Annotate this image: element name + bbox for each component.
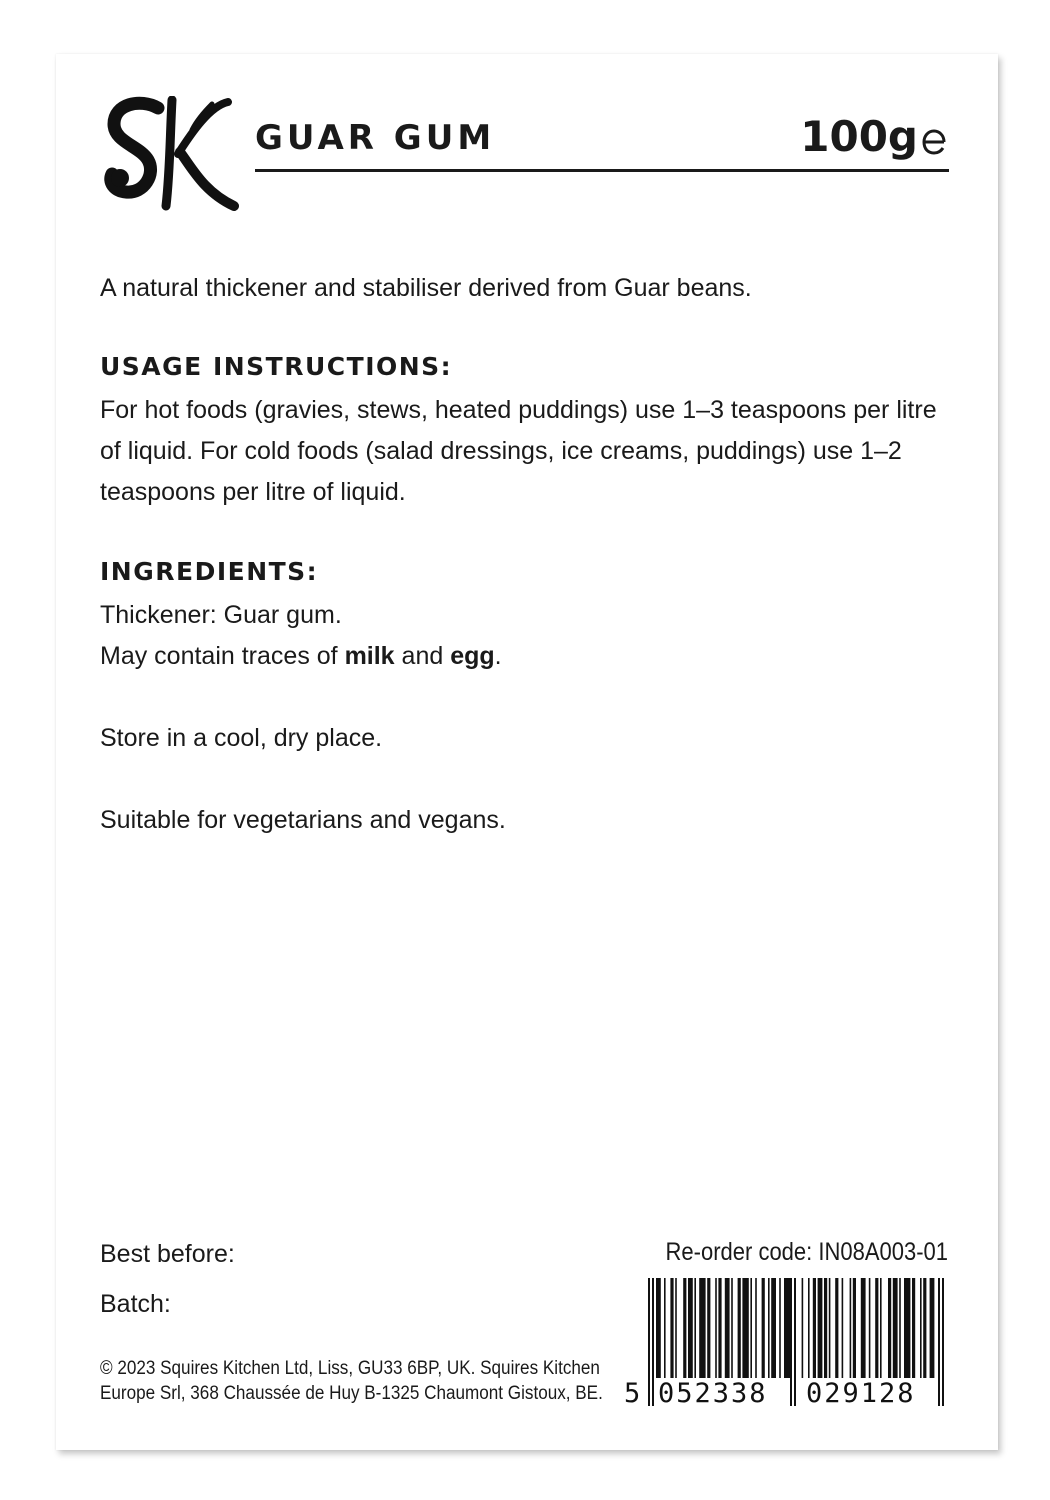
allergen-egg: egg (450, 642, 495, 670)
product-title: GUAR GUM (255, 118, 496, 158)
product-description: A natural thickener and stabiliser derived from Guar beans. (100, 274, 752, 302)
sk-monogram-logo (100, 96, 240, 212)
header-rule (255, 169, 949, 172)
estimated-sign-icon (920, 127, 948, 157)
allergen-statement (100, 636, 960, 677)
ingredients-list: Thickener: Guar gum. (100, 601, 342, 629)
best-before-label: Best before: (100, 1240, 235, 1268)
reorder-code: Re-order code: IN08A003-01 (665, 1238, 948, 1266)
batch-label: Batch: (100, 1290, 171, 1318)
net-weight (800, 112, 948, 161)
copyright-line-2: Europe Srl, 368 Chaussée de Huy B-1325 Chaumont Gistoux, BE. (100, 1383, 603, 1404)
barcode-right-digits: 029128 (806, 1378, 916, 1408)
weight-value: 100g (800, 112, 918, 161)
suitability-statement: Suitable for vegetarians and vegans. (100, 806, 506, 834)
barcode-left-digits: 052338 (658, 1378, 768, 1408)
usage-heading: USAGE INSTRUCTIONS: (100, 352, 453, 381)
barcode-first-digit: 5 (624, 1378, 641, 1408)
allergen-prefix: May contain traces of (100, 642, 345, 670)
allergen-milk: milk (344, 642, 395, 670)
copyright-line-1: © 2023 Squires Kitchen Ltd, Liss, GU33 6BP, UK. Squires Kitchen (100, 1358, 600, 1379)
allergen-suffix: . (494, 642, 502, 670)
barcode-icon (622, 1278, 952, 1408)
allergen-middle: and (394, 642, 451, 670)
storage-instructions: Store in a cool, dry place. (100, 724, 383, 752)
usage-text: For hot foods (gravies, stews, heated puddings) use 1–3 teaspoons per litre of liquid. For cold foods (salad dressings, ice creams, puddings) use 1–2 teaspoons per litre of liquid. (100, 396, 937, 506)
ingredients-heading: INGREDIENTS: (100, 557, 319, 586)
